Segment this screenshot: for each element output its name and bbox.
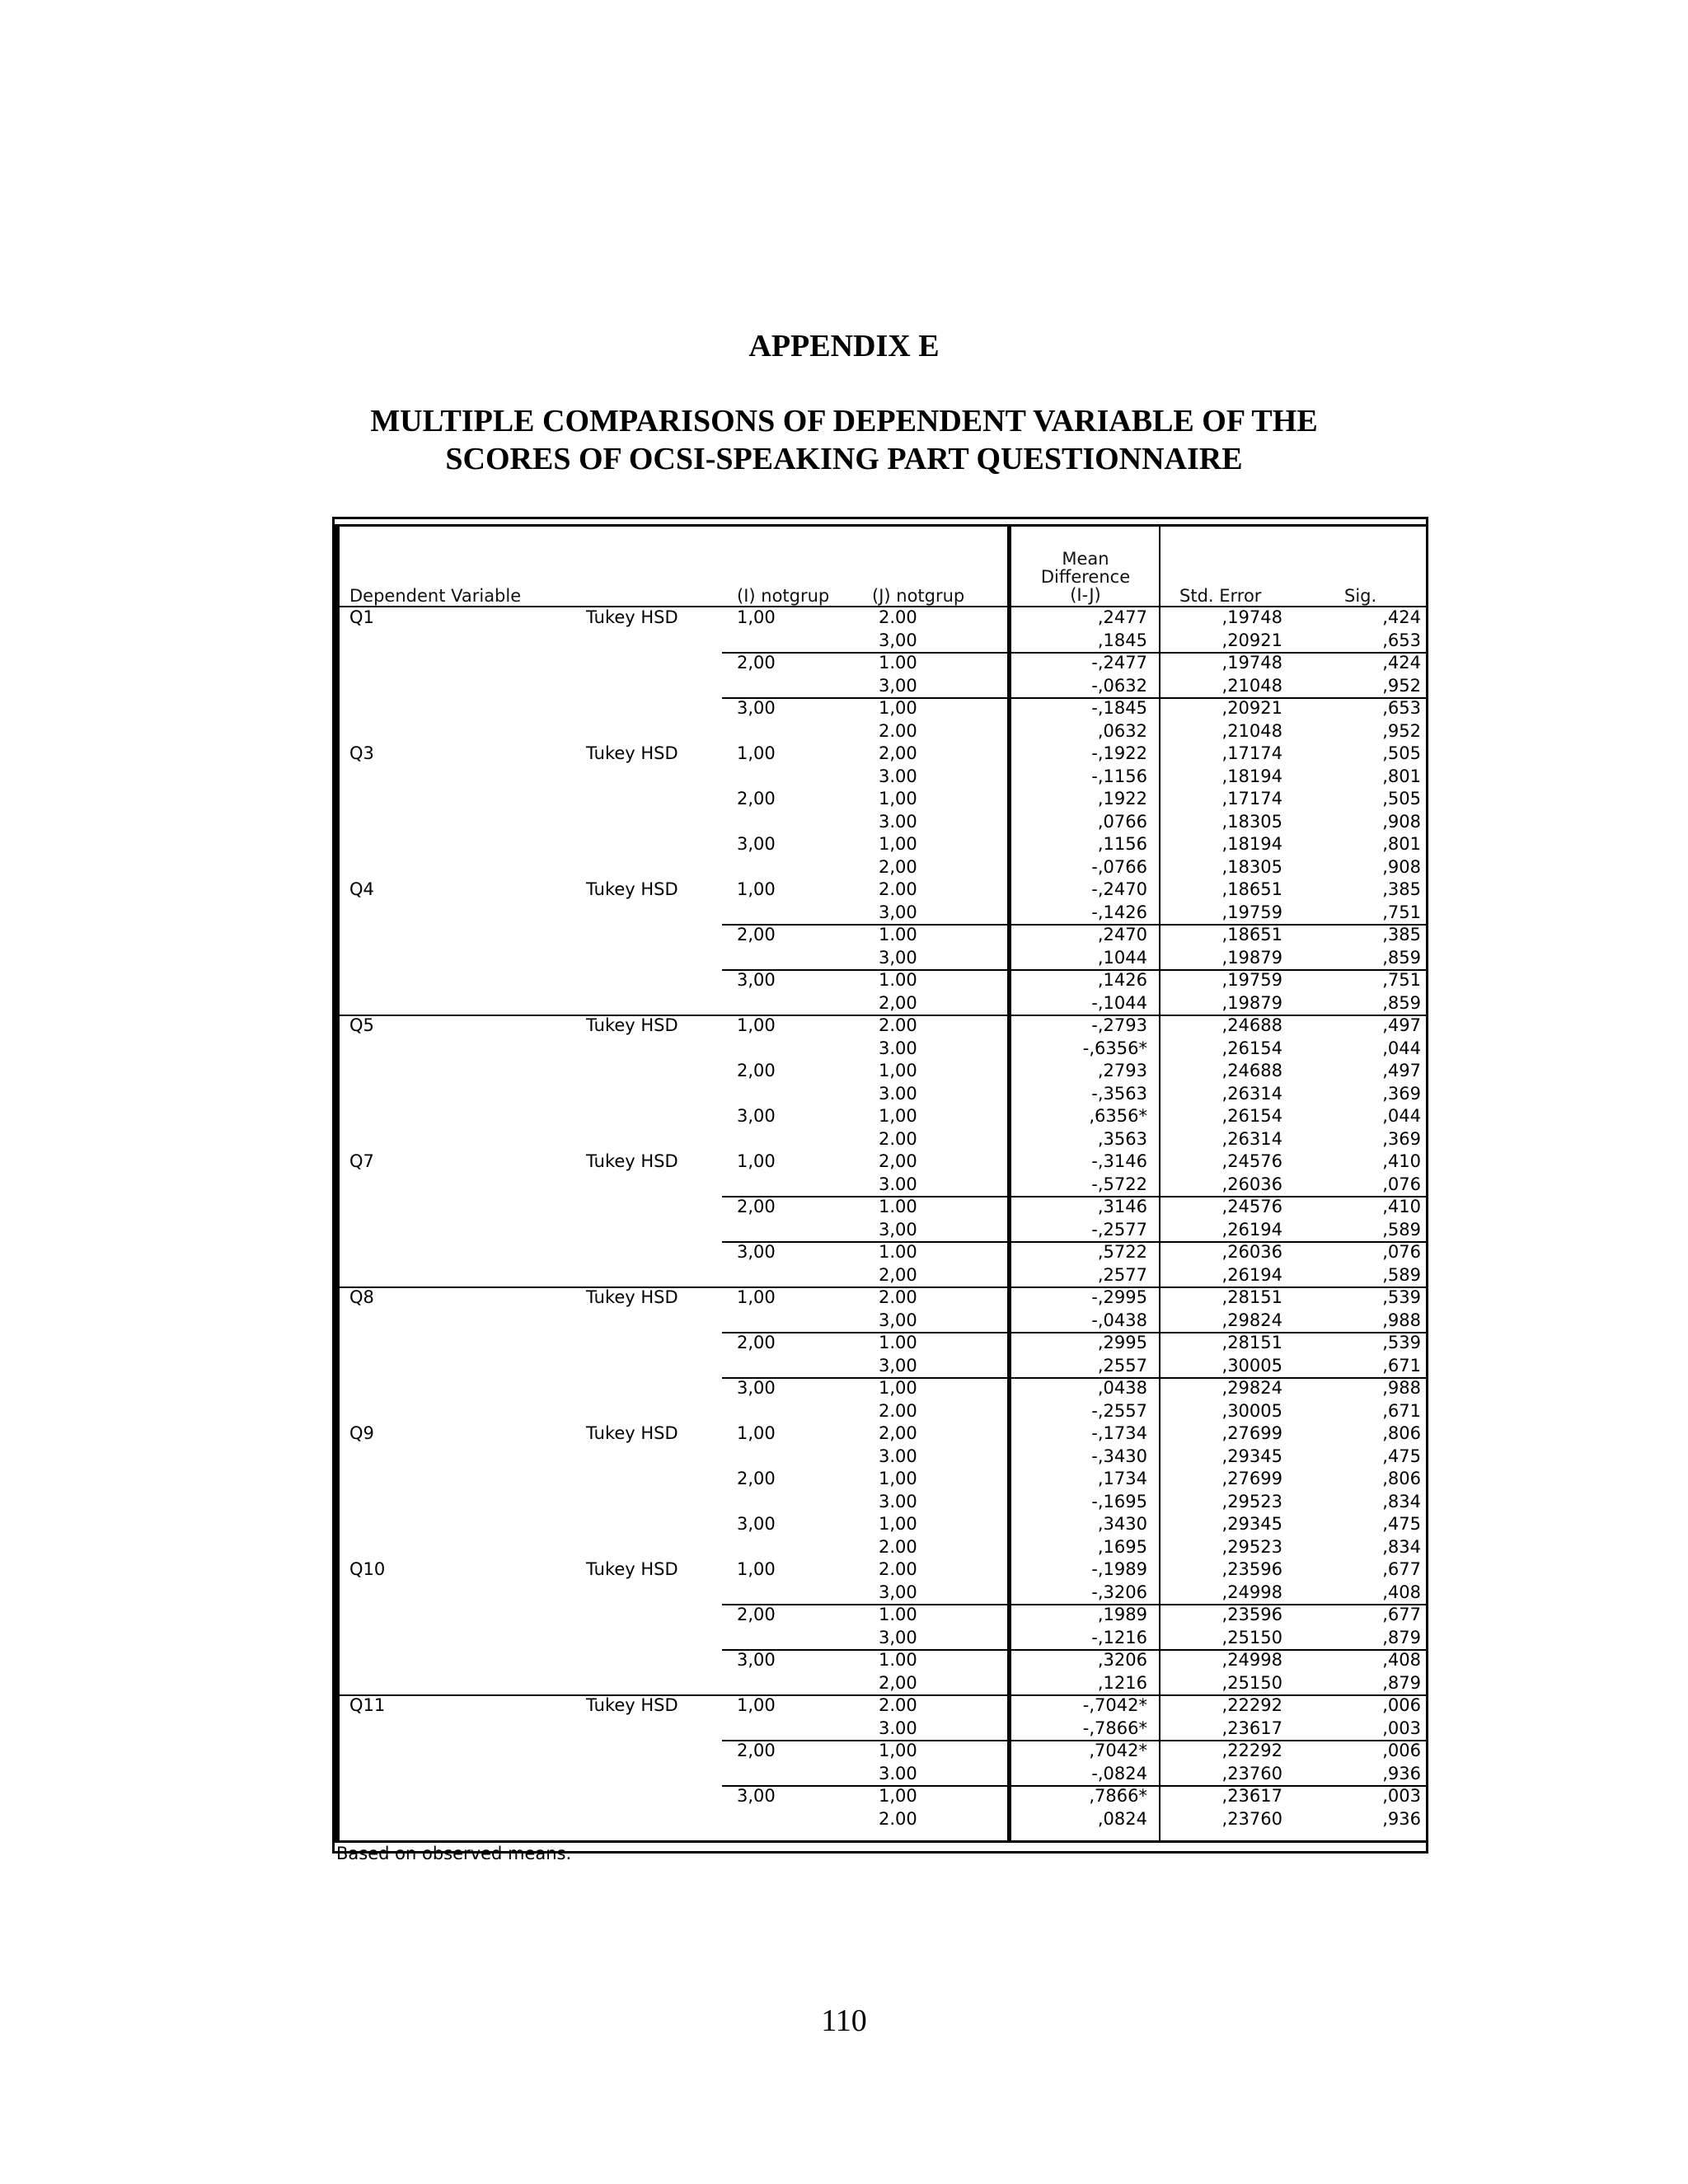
sig-cell: ,834 [1382,1491,1421,1511]
method-cell: Tukey HSD [586,1151,678,1171]
mean-difference-cell: ,2995 [1097,1333,1147,1352]
j-group-cell: 3.00 [879,1174,917,1194]
mean-difference-cell: -,2577 [1091,1219,1147,1240]
std-error-cell: ,19759 [1221,902,1282,922]
std-error-cell: ,29523 [1221,1491,1282,1511]
frame-top-line [335,524,1426,527]
std-error-cell: ,26036 [1221,1242,1282,1262]
dependent-variable-cell: Q4 [349,879,374,899]
sig-cell: ,936 [1382,1808,1421,1829]
std-error-cell: ,26194 [1221,1264,1282,1285]
sig-cell: ,475 [1382,1446,1421,1466]
i-group-cell: 3,00 [737,1514,776,1534]
j-group-cell: 1,00 [879,1786,917,1806]
sig-cell: ,003 [1382,1718,1421,1738]
mean-difference-cell: ,7866* [1089,1786,1147,1806]
i-group-cell: 3,00 [737,1106,776,1126]
mean-difference-cell: -,5722 [1091,1174,1147,1194]
j-group-cell: 2,00 [879,1151,917,1171]
std-error-cell: ,18305 [1221,811,1282,832]
mean-difference-cell: -,0438 [1091,1310,1147,1330]
sig-cell: ,952 [1382,720,1421,741]
sig-cell: ,505 [1382,789,1421,808]
sig-cell: ,589 [1382,1264,1421,1285]
j-group-cell: 1.00 [879,1197,917,1216]
j-group-cell: 3,00 [879,630,917,650]
sig-cell: ,369 [1382,1128,1421,1149]
mean-difference-cell: ,3563 [1097,1128,1147,1149]
mean-difference-cell: ,1216 [1097,1672,1147,1693]
mean-difference-cell: ,0632 [1097,720,1147,741]
std-error-cell: ,29345 [1221,1514,1282,1534]
std-error-cell: ,28151 [1221,1287,1282,1307]
std-error-cell: ,28151 [1221,1333,1282,1352]
j-group-cell: 2,00 [879,1672,917,1693]
mean-difference-cell: ,1426 [1097,970,1147,990]
multiple-comparisons-table [332,517,1428,1863]
header-mean-difference [1011,550,1160,604]
sig-cell: ,988 [1382,1378,1421,1398]
title-line-2: SCORES OF OCSI-SPEAKING PART QUESTIONNAIRE [445,442,1243,476]
sig-cell: ,879 [1382,1672,1421,1693]
mean-difference-cell: -,2557 [1091,1400,1147,1421]
sig-cell: ,410 [1382,1151,1421,1171]
mean-difference-cell: ,1989 [1097,1605,1147,1624]
i-group-cell: 3,00 [737,1242,776,1262]
mean-difference-cell: ,7042* [1089,1741,1147,1760]
method-cell: Tukey HSD [586,1423,678,1443]
std-error-cell: ,18651 [1221,925,1282,944]
dependent-variable-cell: Q3 [349,743,374,763]
j-group-cell: 1,00 [879,1741,917,1760]
mean-difference-cell: -,2470 [1091,879,1147,899]
std-error-cell: ,18305 [1221,856,1282,877]
i-group-cell: 1,00 [737,1695,776,1715]
std-error-cell: ,24998 [1221,1650,1282,1670]
bottom-rule [335,1840,1426,1843]
std-error-cell: ,22292 [1221,1695,1282,1715]
j-group-cell: 1.00 [879,1333,917,1352]
mean-difference-cell: ,2470 [1097,925,1147,944]
mean-difference-cell: ,1695 [1097,1536,1147,1557]
mean-difference-cell: -,7042* [1082,1695,1147,1715]
i-group-cell: 1,00 [737,1015,776,1035]
i-group-cell: 2,00 [737,1469,776,1488]
sig-cell: ,936 [1382,1763,1421,1783]
std-error-cell: ,26154 [1221,1038,1282,1058]
header-sig: Sig. [1344,586,1377,606]
mean-difference-cell: -,1989 [1091,1559,1147,1579]
mean-difference-cell: -,0766 [1091,856,1147,877]
i-group-cell: 1,00 [737,607,776,627]
mean-difference-cell: ,2577 [1097,1264,1147,1285]
sig-cell: ,952 [1382,675,1421,696]
j-group-cell: 2.00 [879,720,917,741]
std-error-cell: ,23596 [1221,1605,1282,1624]
mean-difference-cell: ,0438 [1097,1378,1147,1398]
std-error-cell: ,26194 [1221,1219,1282,1240]
sig-cell: ,408 [1382,1582,1421,1602]
std-error-cell: ,23760 [1221,1808,1282,1829]
std-error-cell: ,23617 [1221,1718,1282,1738]
i-group-cell: 2,00 [737,1333,776,1352]
std-error-cell: ,30005 [1221,1400,1282,1421]
std-error-cell: ,18194 [1221,766,1282,786]
std-error-cell: ,30005 [1221,1355,1282,1376]
j-group-cell: 1,00 [879,1061,917,1080]
header-mean-line-2: Difference [1040,567,1131,587]
mean-difference-cell: -,3206 [1091,1582,1147,1602]
std-error-cell: ,20921 [1221,698,1282,718]
mean-difference-cell: -,2793 [1091,1015,1147,1035]
std-error-cell: ,27699 [1221,1469,1282,1488]
std-error-cell: ,26036 [1221,1174,1282,1194]
std-error-cell: ,21048 [1221,720,1282,741]
std-error-cell: ,29523 [1221,1536,1282,1557]
i-group-cell: 3,00 [737,1378,776,1398]
j-group-cell: 2.00 [879,1400,917,1421]
j-group-cell: 3.00 [879,1083,917,1104]
j-group-cell: 2,00 [879,743,917,763]
std-error-cell: ,29824 [1221,1310,1282,1330]
sig-cell: ,834 [1382,1536,1421,1557]
j-group-cell: 2.00 [879,1559,917,1579]
j-group-cell: 3.00 [879,1038,917,1058]
mean-difference-cell: ,2477 [1097,607,1147,627]
header-dependent-variable: Dependent Variable [349,586,522,606]
j-group-cell: 3,00 [879,1582,917,1602]
j-group-cell: 2.00 [879,1128,917,1149]
j-group-cell: 2.00 [879,1287,917,1307]
j-group-cell: 1.00 [879,653,917,673]
mean-difference-cell: ,0766 [1097,811,1147,832]
appendix-title: APPENDIX E [748,329,940,363]
j-group-cell: 3,00 [879,902,917,922]
mean-difference-cell: ,1044 [1097,947,1147,968]
mean-difference-cell: ,5722 [1097,1242,1147,1262]
j-group-cell: 1.00 [879,1650,917,1670]
sig-cell: ,677 [1382,1605,1421,1624]
table-footnote: Based on observed means. [336,1844,572,1863]
mean-difference-cell: -,1695 [1091,1491,1147,1511]
i-group-cell: 1,00 [737,743,776,763]
j-group-cell: 2,00 [879,856,917,877]
sig-cell: ,801 [1382,766,1421,786]
sig-cell: ,539 [1382,1333,1421,1352]
sig-cell: ,003 [1382,1786,1421,1806]
sig-cell: ,424 [1382,607,1421,627]
sig-cell: ,497 [1382,1061,1421,1080]
sig-cell: ,908 [1382,856,1421,877]
std-error-cell: ,19879 [1221,992,1282,1013]
sig-cell: ,044 [1382,1106,1421,1126]
sig-cell: ,044 [1382,1038,1421,1058]
mean-difference-cell: ,0824 [1097,1808,1147,1829]
method-cell: Tukey HSD [586,1287,678,1307]
j-group-cell: 2.00 [879,1015,917,1035]
i-group-cell: 1,00 [737,1287,776,1307]
std-error-cell: ,24688 [1221,1061,1282,1080]
sig-cell: ,801 [1382,834,1421,854]
i-group-cell: 2,00 [737,653,776,673]
mean-difference-cell: -,0632 [1091,675,1147,696]
std-error-cell: ,19748 [1221,653,1282,673]
mean-difference-cell: -,1734 [1091,1423,1147,1443]
mean-difference-cell: ,3206 [1097,1650,1147,1670]
sig-cell: ,006 [1382,1695,1421,1715]
j-group-cell: 1,00 [879,1378,917,1398]
mean-difference-cell: -,3430 [1091,1446,1147,1466]
method-cell: Tukey HSD [586,879,678,899]
dependent-variable-cell: Q10 [349,1559,386,1579]
method-cell: Tukey HSD [586,1559,678,1579]
mean-difference-cell: ,3146 [1097,1197,1147,1216]
i-group-cell: 2,00 [737,1061,776,1080]
j-group-cell: 2,00 [879,992,917,1013]
mean-difference-cell: -,1845 [1091,698,1147,718]
std-error-cell: ,19759 [1221,970,1282,990]
std-error-cell: ,19879 [1221,947,1282,968]
sig-cell: ,988 [1382,1310,1421,1330]
i-group-cell: 3,00 [737,1650,776,1670]
j-group-cell: 2.00 [879,607,917,627]
i-group-cell: 1,00 [737,1151,776,1171]
sig-cell: ,475 [1382,1514,1421,1534]
mean-difference-cell: ,3430 [1097,1514,1147,1534]
i-group-cell: 2,00 [737,925,776,944]
sig-cell: ,385 [1382,879,1421,899]
j-group-cell: 1,00 [879,834,917,854]
mean-difference-cell: -,1216 [1091,1627,1147,1647]
i-group-cell: 3,00 [737,970,776,990]
i-group-cell: 3,00 [737,698,776,718]
std-error-cell: ,26314 [1221,1083,1282,1104]
j-group-cell: 2,00 [879,1423,917,1443]
j-group-cell: 2.00 [879,1536,917,1557]
std-error-cell: ,23596 [1221,1559,1282,1579]
table-left-border [335,524,340,1843]
mean-difference-cell: ,1156 [1097,834,1147,854]
mean-difference-cell: ,6356* [1089,1106,1147,1126]
mean-difference-cell: -,7866* [1082,1718,1147,1738]
sig-cell: ,671 [1382,1400,1421,1421]
j-group-cell: 3,00 [879,1355,917,1376]
j-group-cell: 2,00 [879,1264,917,1285]
sig-cell: ,751 [1382,902,1421,922]
sig-cell: ,589 [1382,1219,1421,1240]
j-group-cell: 3.00 [879,766,917,786]
mean-difference-cell: -,1922 [1091,743,1147,763]
std-error-cell: ,21048 [1221,675,1282,696]
j-group-cell: 1,00 [879,1106,917,1126]
dependent-variable-cell: Q5 [349,1015,374,1035]
sig-cell: ,751 [1382,970,1421,990]
sig-cell: ,653 [1382,698,1421,718]
j-group-cell: 3,00 [879,1627,917,1647]
title-line-1: MULTIPLE COMPARISONS OF DEPENDENT VARIABLE OF THE [370,404,1318,438]
mean-difference-cell: -,1044 [1091,992,1147,1013]
sig-cell: ,879 [1382,1627,1421,1647]
std-error-cell: ,19748 [1221,607,1282,627]
header-i-group: (I) notgrup [737,586,830,606]
j-group-cell: 1.00 [879,1242,917,1262]
i-group-cell: 2,00 [737,1741,776,1760]
sig-cell: ,076 [1382,1242,1421,1262]
dependent-variable-cell: Q8 [349,1287,374,1307]
header-std-error: Std. Error [1179,586,1262,606]
j-group-cell: 1,00 [879,1514,917,1534]
std-error-cell: ,24998 [1221,1582,1282,1602]
sig-cell: ,677 [1382,1559,1421,1579]
sig-cell: ,539 [1382,1287,1421,1307]
std-error-cell: ,23617 [1221,1786,1282,1806]
std-error-cell: ,24576 [1221,1151,1282,1171]
i-group-cell: 1,00 [737,1559,776,1579]
sig-cell: ,653 [1382,630,1421,650]
sig-cell: ,076 [1382,1174,1421,1194]
method-cell: Tukey HSD [586,1015,678,1035]
j-group-cell: 3.00 [879,1491,917,1511]
j-group-cell: 3.00 [879,811,917,832]
std-error-cell: ,29824 [1221,1378,1282,1398]
main-title [0,402,1688,478]
header-j-group: (J) notgrup [872,586,965,606]
i-group-cell: 2,00 [737,789,776,808]
sig-cell: ,497 [1382,1015,1421,1035]
header-mean-line-1: Mean [1062,549,1109,569]
sig-cell: ,671 [1382,1355,1421,1376]
j-group-cell: 3.00 [879,1763,917,1783]
dependent-variable-cell: Q1 [349,607,374,627]
sig-cell: ,408 [1382,1650,1421,1670]
j-group-cell: 2.00 [879,1695,917,1715]
i-group-cell: 3,00 [737,1786,776,1806]
sig-cell: ,859 [1382,992,1421,1013]
std-error-cell: ,27699 [1221,1423,1282,1443]
header-mean-line-3: (I-J) [1070,585,1101,605]
i-group-cell: 3,00 [737,834,776,854]
std-error-cell: ,26314 [1221,1128,1282,1149]
std-error-cell: ,26154 [1221,1106,1282,1126]
i-group-cell: 1,00 [737,1423,776,1443]
method-cell: Tukey HSD [586,743,678,763]
j-group-cell: 1,00 [879,789,917,808]
dependent-variable-cell: Q9 [349,1423,374,1443]
i-group-cell: 2,00 [737,1605,776,1624]
mean-difference-cell: -,2477 [1091,653,1147,673]
sig-cell: ,806 [1382,1469,1421,1488]
std-error-cell: ,20921 [1221,630,1282,650]
i-group-cell: 2,00 [737,1197,776,1216]
mean-difference-cell: -,1156 [1091,766,1147,786]
j-group-cell: 1.00 [879,970,917,990]
std-error-cell: ,23760 [1221,1763,1282,1783]
sig-cell: ,806 [1382,1423,1421,1443]
sig-cell: ,505 [1382,743,1421,763]
j-group-cell: 3,00 [879,675,917,696]
mean-difference-cell: -,3563 [1091,1083,1147,1104]
mean-difference-cell: ,1922 [1097,789,1147,808]
j-group-cell: 3,00 [879,1310,917,1330]
dependent-variable-cell: Q11 [349,1695,386,1715]
sig-cell: ,369 [1382,1083,1421,1104]
sig-cell: ,908 [1382,811,1421,832]
j-group-cell: 3.00 [879,1446,917,1466]
std-error-cell: ,25150 [1221,1672,1282,1693]
sig-cell: ,385 [1382,925,1421,944]
mean-difference-cell: ,1845 [1097,630,1147,650]
mean-difference-cell: ,1734 [1097,1469,1147,1488]
j-group-cell: 3.00 [879,1718,917,1738]
sig-cell: ,410 [1382,1197,1421,1216]
dependent-variable-cell: Q7 [349,1151,374,1171]
j-group-cell: 1,00 [879,1469,917,1488]
std-error-cell: ,22292 [1221,1741,1282,1760]
j-group-cell: 3,00 [879,947,917,968]
j-group-cell: 1,00 [879,698,917,718]
mean-difference-cell: -,0824 [1091,1763,1147,1783]
sig-cell: ,006 [1382,1741,1421,1760]
mean-difference-cell: -,3146 [1091,1151,1147,1171]
j-group-cell: 2.00 [879,1808,917,1829]
std-error-cell: ,17174 [1221,789,1282,808]
mean-difference-cell: -,1426 [1091,902,1147,922]
method-cell: Tukey HSD [586,1695,678,1715]
mean-difference-cell: -,2995 [1091,1287,1147,1307]
j-group-cell: 2.00 [879,879,917,899]
j-group-cell: 1.00 [879,1605,917,1624]
std-error-cell: ,24576 [1221,1197,1282,1216]
std-error-cell: ,24688 [1221,1015,1282,1035]
page-number: 110 [821,2004,867,2038]
std-error-cell: ,18194 [1221,834,1282,854]
std-error-cell: ,17174 [1221,743,1282,763]
j-group-cell: 3,00 [879,1219,917,1240]
mean-difference-cell: ,2793 [1097,1061,1147,1080]
mean-difference-cell: ,2557 [1097,1355,1147,1376]
mean-difference-cell: -,6356* [1082,1038,1147,1058]
std-error-cell: ,29345 [1221,1446,1282,1466]
i-group-cell: 1,00 [737,879,776,899]
sig-cell: ,424 [1382,653,1421,673]
std-error-cell: ,18651 [1221,879,1282,899]
method-cell: Tukey HSD [586,607,678,627]
std-error-cell: ,25150 [1221,1627,1282,1647]
j-group-cell: 1.00 [879,925,917,944]
sig-cell: ,859 [1382,947,1421,968]
